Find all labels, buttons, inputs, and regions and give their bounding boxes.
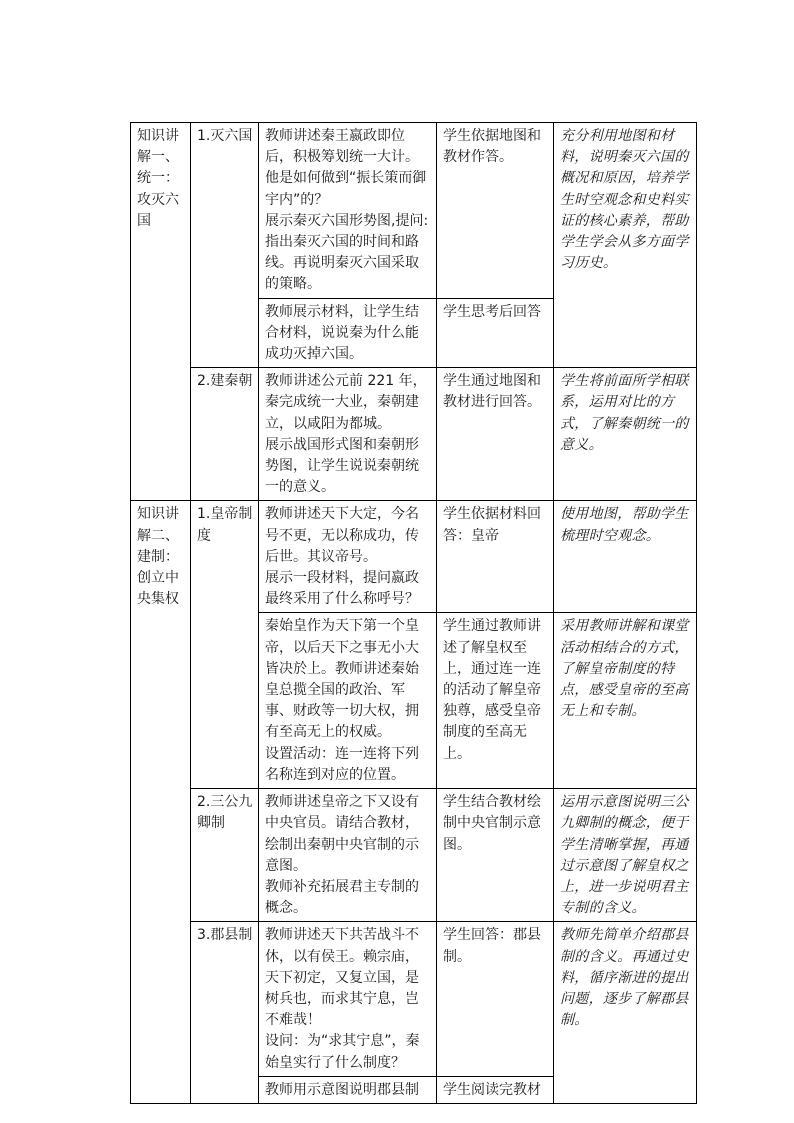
teacher-text: 设问：为“求其宁息”，秦始皇实行了什么制度？ [265, 1033, 420, 1071]
teacher-text: 秦始皇作为天下第一个皇帝，以后天下之事无小大皆决於上。教师讲述秦始皇总揽全国的政治、军事、财政等一切大权，拥有至高无上的权威。 [265, 618, 419, 741]
teacher-activity [259, 501, 437, 613]
teacher-activity [259, 123, 437, 299]
student-activity: 学生依据材料回答：皇帝 [437, 501, 554, 613]
topic-label: 3.郡县制 [191, 922, 259, 1104]
design-intent: 采用教师讲解和课堂活动相结合的方式，了解皇帝制度的特点，感受皇帝的至高无上和专制。 [554, 613, 697, 789]
teacher-activity [259, 789, 437, 922]
student-activity: 学生结合教材绘制中央官制示意图。 [437, 789, 554, 922]
teacher-activity [259, 368, 437, 501]
teacher-activity [259, 613, 437, 789]
table-row [131, 501, 697, 613]
table-row [131, 123, 697, 299]
table-row [131, 368, 697, 501]
student-activity: 学生回答：郡县制。 [437, 922, 554, 1076]
topic-label: 1.灭六国 [191, 123, 259, 368]
teacher-text: 展示一段材料，提问嬴政最终采用了什么称呼号？ [265, 570, 419, 608]
design-intent: 使用地图，帮助学生梳理时空观念。 [554, 501, 697, 613]
topic-label: 2.建秦朝 [191, 368, 259, 501]
student-activity: 学生阅读完教材 [437, 1076, 554, 1103]
topic-label: 2.三公九卿制 [191, 789, 259, 922]
student-activity: 学生通过地图和教材进行回答。 [437, 368, 554, 501]
teacher-activity [259, 922, 437, 1076]
table-row [131, 922, 697, 1076]
teacher-text: 教师讲述秦王嬴政即位后，积极筹划统一大计。他是如何做到“振长策而御宇内”的？ [265, 128, 427, 208]
table-row [131, 789, 697, 922]
topic-label: 1.皇帝制度 [191, 501, 259, 789]
teacher-text: 教师讲述天下共苦战斗不休，以有侯王。赖宗庙，天下初定，又复立国，是树兵也，而求其宁息，岂不难哉！ [265, 927, 419, 1029]
student-activity: 学生思考后回答 [437, 298, 554, 368]
teacher-text: 教师讲述公元前 221 年，秦完成统一大业，秦朝建立，以咸阳为都城。 [265, 373, 427, 432]
teacher-text: 教师用示意图说明郡县制 [265, 1081, 419, 1098]
design-intent: 学生将前面所学相联系，运用对比的方式，了解秦朝统一的意义。 [554, 368, 697, 501]
teacher-text: 展示秦灭六国形势图,提问:指出秦灭六国的时间和路线。再说明秦灭六国采取的策略。 [265, 212, 429, 293]
teacher-activity [259, 1076, 437, 1103]
section-title: 知识讲解一、统一：攻灭六国 [131, 123, 191, 501]
teacher-text: 教师补充拓展君主专制的概念。 [265, 878, 419, 917]
teacher-text: 教师展示材料，让学生结合材料，说说秦为什么能成功灭掉六国。 [265, 303, 419, 363]
section-title: 知识讲解二、建制：创立中央集权 [131, 501, 191, 1103]
design-intent: 运用示意图说明三公九卿制的概念，便于学生清晰掌握，再通过示意图了解皇权之上，进一步说明君主专制的含义。 [554, 789, 697, 922]
design-intent: 充分利用地图和材料，说明秦灭六国的概况和原因，培养学生时空观念和史料实证的核心素养，帮助学生学会从多方面学习历史。 [554, 123, 697, 368]
design-intent: 教师先简单介绍郡县制的含义。再通过史料，循序渐进的提出问题，逐步了解郡县制。 [554, 922, 697, 1104]
teacher-text: 展示战国形式图和秦朝形势图，让学生说说秦朝统一的意义。 [265, 436, 419, 496]
teacher-text: 设置活动：连一连将下列名称连到对应的位置。 [265, 745, 419, 783]
teacher-text: 教师讲述皇帝之下又设有中央官员。请结合教材，绘制出秦朝中央官制的示意图。 [265, 794, 419, 874]
student-activity: 学生依据地图和教材作答。 [437, 123, 554, 299]
student-activity: 学生通过教师讲述了解皇权至上，通过连一连的活动了解皇帝独尊，感受皇帝制度的至高无上。 [437, 613, 554, 789]
teacher-activity [259, 298, 437, 368]
teacher-text: 教师讲述天下大定，今名号不更，无以称成功，传后世。其议帝号。 [265, 506, 419, 565]
lesson-plan-table [130, 122, 697, 1104]
